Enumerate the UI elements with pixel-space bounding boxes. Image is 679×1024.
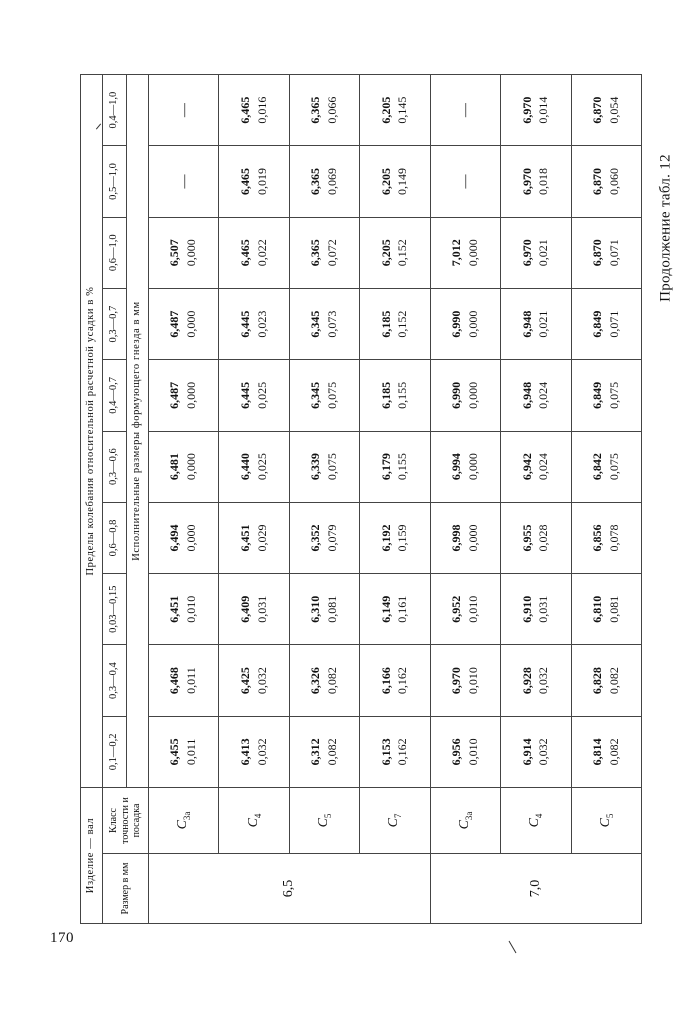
nominal-size: 6,345 — [308, 310, 323, 338]
nominal-size: 7,012 — [449, 239, 464, 267]
value-cell — [571, 502, 641, 573]
tolerance: 0,000 — [465, 239, 480, 267]
value-cell — [501, 146, 571, 217]
tolerance: 0,010 — [465, 595, 480, 623]
value-cell — [571, 75, 641, 146]
nominal-size: 6,990 — [449, 310, 464, 338]
nominal-size: 6,849 — [589, 381, 604, 409]
nominal-size: 6,153 — [378, 738, 393, 766]
class-header: Класс точности и посадка — [103, 788, 149, 854]
nominal-size: 6,914 — [519, 738, 534, 766]
nominal-size: 6,451 — [237, 524, 252, 552]
class-cell — [571, 788, 641, 854]
tolerance: 0,011 — [184, 667, 199, 694]
tolerance: 0,155 — [395, 381, 410, 409]
table-row — [219, 75, 289, 924]
nominal-size: 6,970 — [519, 96, 534, 124]
value-cell — [430, 716, 500, 787]
nominal-size: 6,465 — [237, 167, 252, 195]
value-cell — [360, 217, 430, 288]
nominal-size: 6,990 — [449, 381, 464, 409]
value-cell — [289, 645, 359, 716]
range-header: 0,3—0,6 — [103, 431, 127, 502]
value-cell — [360, 431, 430, 502]
value-cell — [430, 360, 500, 431]
value-cell — [430, 502, 500, 573]
tolerance: 0,069 — [325, 167, 340, 195]
nominal-size: 6,828 — [589, 667, 604, 695]
tolerance: 0,071 — [606, 310, 621, 338]
value-cell — [360, 716, 430, 787]
nominal-size: 6,455 — [167, 738, 182, 766]
value-cell — [149, 645, 219, 716]
tolerance: 0,028 — [536, 524, 551, 552]
margin-mark — [509, 941, 517, 954]
tolerance: 0,014 — [536, 96, 551, 124]
tolerance: 0,032 — [536, 738, 551, 766]
value-cell — [219, 217, 289, 288]
class-cell — [219, 788, 289, 854]
nominal-size: 6,179 — [378, 453, 393, 481]
range-header: 0,3—0,4 — [103, 645, 127, 716]
value-cell — [430, 75, 500, 146]
tolerance: 0,000 — [465, 381, 480, 409]
class-subscript: 4 — [534, 813, 545, 819]
value-cell — [289, 574, 359, 645]
nominal-size: 6,956 — [449, 738, 464, 766]
range-header: 0,4—0,7 — [103, 360, 127, 431]
value-cell — [571, 217, 641, 288]
value-cell — [430, 574, 500, 645]
value-cell — [149, 146, 219, 217]
tolerance: 0,024 — [536, 381, 551, 409]
nominal-size: 6,413 — [237, 738, 252, 766]
value-cell — [360, 645, 430, 716]
class-cell — [501, 788, 571, 854]
value-cell — [219, 574, 289, 645]
tolerance: 0,032 — [536, 667, 551, 695]
class-letter: C — [245, 818, 261, 828]
nominal-size: 6,312 — [308, 738, 323, 766]
nominal-size: 6,870 — [589, 239, 604, 267]
tolerance: 0,079 — [325, 524, 340, 552]
nominal-size: 6,445 — [237, 381, 252, 409]
dash-mark: — — [458, 174, 474, 189]
nominal-size: 6,465 — [237, 239, 252, 267]
size-header: Размер в мм — [103, 854, 149, 924]
tolerance: 0,081 — [325, 595, 340, 623]
range-header: 0,4—1,0 — [103, 75, 127, 146]
value-cell — [149, 574, 219, 645]
product-header: Изделие — вал — [81, 788, 103, 924]
nominal-size: 6,192 — [378, 524, 393, 552]
class-subscript: 5 — [322, 813, 333, 819]
value-cell — [219, 502, 289, 573]
value-cell — [149, 360, 219, 431]
tolerance: 0,082 — [325, 667, 340, 695]
value-cell — [571, 716, 641, 787]
tolerance: 0,000 — [465, 310, 480, 338]
class-letter: C — [315, 818, 331, 828]
tolerance: 0,149 — [395, 167, 410, 195]
class-subscript: 3а — [463, 811, 474, 821]
tolerance: 0,021 — [536, 239, 551, 267]
nominal-size: 6,365 — [308, 239, 323, 267]
value-cell — [571, 431, 641, 502]
value-cell — [360, 146, 430, 217]
table-continuation-label: Продолжение табл. 12 — [657, 154, 674, 302]
range-header: 0,6—1,0 — [103, 217, 127, 288]
value-cell — [219, 75, 289, 146]
class-letter: C — [527, 818, 543, 828]
nominal-size: 6,856 — [589, 524, 604, 552]
value-cell — [289, 360, 359, 431]
tolerance: 0,078 — [606, 524, 621, 552]
nominal-size: 6,468 — [167, 667, 182, 695]
tolerance: 0,019 — [254, 167, 269, 195]
nominal-size: 6,810 — [589, 595, 604, 623]
dash-mark: — — [458, 103, 474, 118]
tolerance: 0,054 — [606, 96, 621, 124]
class-subscript: 4 — [252, 813, 263, 819]
value-cell — [149, 288, 219, 359]
tolerance: 0,073 — [325, 310, 340, 338]
nominal-size: 6,205 — [378, 167, 393, 195]
nominal-size: 6,481 — [167, 453, 182, 481]
table-row — [571, 75, 641, 924]
range-header: 0,3—0,7 — [103, 288, 127, 359]
tolerance: 0,031 — [536, 595, 551, 623]
nominal-size: 6,507 — [167, 239, 182, 267]
value-cell — [360, 75, 430, 146]
value-cell — [219, 716, 289, 787]
nominal-size: 6,365 — [308, 167, 323, 195]
tolerance: 0,024 — [536, 453, 551, 481]
nominal-size: 6,910 — [519, 595, 534, 623]
tolerance: 0,066 — [325, 96, 340, 124]
nominal-size: 6,310 — [308, 595, 323, 623]
class-subscript: 5 — [604, 813, 615, 819]
class-letter: C — [386, 818, 402, 828]
nominal-size: 6,970 — [519, 239, 534, 267]
nominal-size: 6,494 — [167, 524, 182, 552]
range-header: 0,6—0,8 — [103, 502, 127, 573]
range-header: 0,5—1,0 — [103, 146, 127, 217]
table-row — [430, 75, 500, 924]
class-subscript: 3а — [181, 811, 192, 821]
table-row — [149, 75, 219, 924]
nominal-size: 6,870 — [589, 167, 604, 195]
value-cell — [219, 645, 289, 716]
value-cell — [289, 431, 359, 502]
value-cell — [149, 716, 219, 787]
nominal-size: 6,326 — [308, 667, 323, 695]
nominal-size: 6,487 — [167, 381, 182, 409]
value-cell — [360, 574, 430, 645]
value-cell — [430, 431, 500, 502]
value-cell — [219, 288, 289, 359]
tolerance: 0,000 — [184, 524, 199, 552]
tolerance: 0,029 — [254, 524, 269, 552]
tolerance: 0,032 — [254, 667, 269, 695]
limits-header: Пределы колебания относительной расчетной усадки в % — [81, 75, 103, 788]
class-cell — [149, 788, 219, 854]
nominal-size: 6,185 — [378, 381, 393, 409]
class-subscript: 7 — [393, 813, 404, 819]
class-cell — [430, 788, 500, 854]
tolerance: 0,022 — [254, 239, 269, 267]
nominal-size: 6,998 — [449, 524, 464, 552]
class-letter: C — [456, 820, 472, 830]
nominal-size: 6,814 — [589, 738, 604, 766]
nominal-size: 6,952 — [449, 595, 464, 623]
nominal-size: 6,365 — [308, 96, 323, 124]
size-cell: 7,0 — [430, 854, 641, 924]
table-row — [289, 75, 359, 924]
value-cell — [289, 502, 359, 573]
tolerance: 0,025 — [254, 453, 269, 481]
tolerance: 0,081 — [606, 595, 621, 623]
value-cell — [289, 146, 359, 217]
nominal-size: 6,948 — [519, 310, 534, 338]
tolerance: 0,000 — [465, 453, 480, 481]
value-cell — [430, 217, 500, 288]
nominal-size: 6,842 — [589, 453, 604, 481]
value-cell — [149, 217, 219, 288]
value-cell — [571, 360, 641, 431]
tolerance: 0,000 — [184, 453, 199, 481]
tolerance: 0,000 — [465, 524, 480, 552]
nominal-size: 6,425 — [237, 667, 252, 695]
range-header: 0,03—0,15 — [103, 574, 127, 645]
value-cell — [501, 574, 571, 645]
nominal-size: 6,440 — [237, 453, 252, 481]
value-cell — [289, 217, 359, 288]
tolerance: 0,071 — [606, 239, 621, 267]
value-cell — [571, 146, 641, 217]
dash-mark: — — [176, 103, 192, 118]
value-cell — [501, 645, 571, 716]
value-cell — [430, 645, 500, 716]
tolerance: 0,010 — [184, 595, 199, 623]
value-cell — [289, 75, 359, 146]
nominal-size: 6,928 — [519, 667, 534, 695]
tolerance: 0,023 — [254, 310, 269, 338]
value-cell — [430, 146, 500, 217]
tolerance: 0,031 — [254, 595, 269, 623]
class-cell — [360, 788, 430, 854]
tolerance: 0,032 — [254, 738, 269, 766]
tolerance: 0,075 — [606, 381, 621, 409]
tolerance: 0,075 — [325, 381, 340, 409]
nominal-size: 6,955 — [519, 524, 534, 552]
tolerance: 0,025 — [254, 381, 269, 409]
value-cell — [501, 75, 571, 146]
value-cell — [219, 360, 289, 431]
executive-sizes-header: Исполнительные размеры формующего гнезда в мм — [127, 75, 149, 788]
value-cell — [501, 431, 571, 502]
nominal-size: 6,465 — [237, 96, 252, 124]
tolerance: 0,159 — [395, 524, 410, 552]
tolerance: 0,162 — [395, 667, 410, 695]
nominal-size: 6,149 — [378, 595, 393, 623]
tolerance: 0,021 — [536, 310, 551, 338]
value-cell — [571, 288, 641, 359]
table-row — [360, 75, 430, 924]
value-cell — [571, 574, 641, 645]
tolerance: 0,161 — [395, 595, 410, 623]
nominal-size: 6,970 — [519, 167, 534, 195]
value-cell — [501, 217, 571, 288]
value-cell — [219, 146, 289, 217]
dash-mark: — — [176, 174, 192, 189]
tolerance: 0,060 — [606, 167, 621, 195]
size-cell: 6,5 — [149, 854, 431, 924]
value-cell — [501, 360, 571, 431]
range-header: 0,1—0,2 — [103, 716, 127, 787]
value-cell — [360, 502, 430, 573]
value-cell — [289, 288, 359, 359]
value-cell — [501, 288, 571, 359]
nominal-size: 6,942 — [519, 453, 534, 481]
tolerance: 0,018 — [536, 167, 551, 195]
tolerance: 0,016 — [254, 96, 269, 124]
nominal-size: 6,205 — [378, 239, 393, 267]
table-row — [501, 75, 571, 924]
rotated-table-wrapper — [80, 74, 642, 924]
nominal-size: 6,970 — [449, 667, 464, 695]
nominal-size: 6,948 — [519, 381, 534, 409]
tolerance: 0,145 — [395, 96, 410, 124]
page-number: 170 — [50, 930, 74, 946]
nominal-size: 6,451 — [167, 595, 182, 623]
nominal-size: 6,445 — [237, 310, 252, 338]
value-cell — [501, 716, 571, 787]
tolerance: 0,075 — [606, 453, 621, 481]
nominal-size: 6,994 — [449, 453, 464, 481]
value-cell — [219, 431, 289, 502]
value-cell — [571, 645, 641, 716]
tolerance: 0,082 — [606, 738, 621, 766]
nominal-size: 6,205 — [378, 96, 393, 124]
class-letter: C — [175, 820, 191, 830]
shrinkage-table — [80, 74, 642, 924]
nominal-size: 6,352 — [308, 524, 323, 552]
value-cell — [149, 75, 219, 146]
nominal-size: 6,870 — [589, 96, 604, 124]
value-cell — [149, 502, 219, 573]
tolerance: 0,011 — [184, 738, 199, 766]
tolerance: 0,010 — [465, 667, 480, 695]
tolerance: 0,152 — [395, 239, 410, 267]
tolerance: 0,155 — [395, 453, 410, 481]
value-cell — [149, 431, 219, 502]
tolerance: 0,000 — [184, 239, 199, 267]
tolerance: 0,010 — [465, 738, 480, 766]
tolerance: 0,000 — [184, 381, 199, 409]
tolerance: 0,000 — [184, 310, 199, 338]
value-cell — [289, 716, 359, 787]
class-cell — [289, 788, 359, 854]
tolerance: 0,162 — [395, 738, 410, 766]
nominal-size: 6,409 — [237, 595, 252, 623]
value-cell — [430, 288, 500, 359]
nominal-size: 6,487 — [167, 310, 182, 338]
value-cell — [360, 288, 430, 359]
value-cell — [360, 360, 430, 431]
tolerance: 0,072 — [325, 239, 340, 267]
class-letter: C — [597, 818, 613, 828]
nominal-size: 6,849 — [589, 310, 604, 338]
tolerance: 0,152 — [395, 310, 410, 338]
nominal-size: 6,185 — [378, 310, 393, 338]
tolerance: 0,082 — [325, 738, 340, 766]
tolerance: 0,075 — [325, 453, 340, 481]
tolerance: 0,082 — [606, 667, 621, 695]
nominal-size: 6,166 — [378, 667, 393, 695]
nominal-size: 6,345 — [308, 381, 323, 409]
nominal-size: 6,339 — [308, 453, 323, 481]
value-cell — [501, 502, 571, 573]
